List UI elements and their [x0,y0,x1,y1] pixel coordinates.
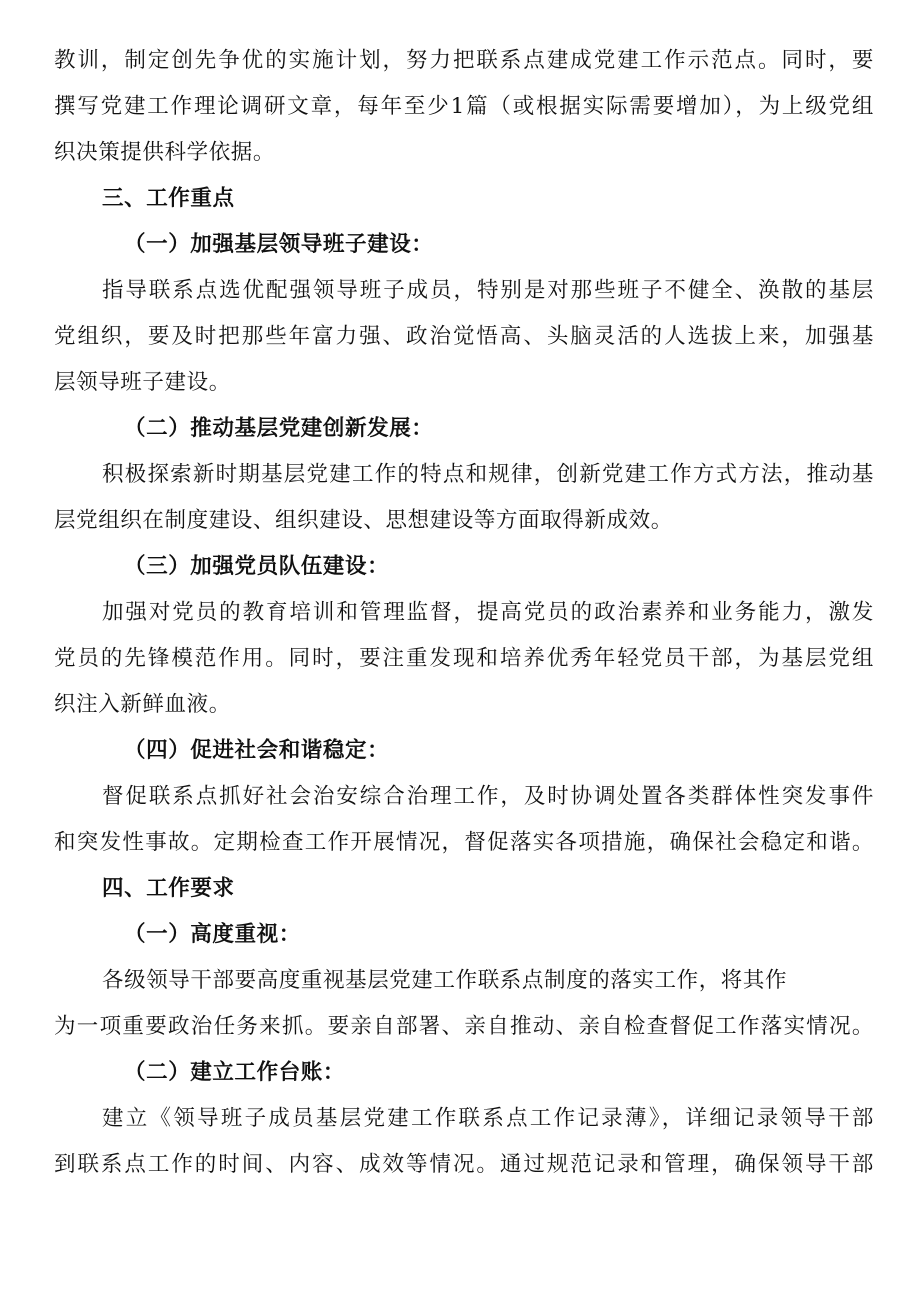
paragraph-line: 党组织，要及时把那些年富力强、政治觉悟高、头脑灵活的人选拔上来，加强基 [54,324,874,349]
paragraph-line: 和突发性事故。定期检查工作开展情况，督促落实各项措施，确保社会稳定和谐。 [54,830,874,855]
paragraph-line: 建立《领导班子成员基层党建工作联系点工作记录薄》，详细记录领导干部 [102,1106,874,1131]
paragraph-line: 督促联系点抓好社会治安综合治理工作，及时协调处置各类群体性突发事件 [102,784,874,809]
paragraph-line: 织决策提供科学依据。 [54,140,276,165]
document-page [54,38,874,1188]
subsection-heading: （一）加强基层领导班子建设： [124,232,434,257]
paragraph-line: 撰写党建工作理论调研文章，每年至少1篇（或根据实际需要增加），为上级党组 [54,94,874,119]
subsection-heading: （一）高度重视： [124,922,301,947]
subsection-heading: （四）促进社会和谐稳定： [124,738,390,763]
paragraph-line: 到联系点工作的时间、内容、成效等情况。通过规范记录和管理，确保领导干部 [54,1152,874,1177]
paragraph-line: 教训，制定创先争优的实施计划，努力把联系点建成党建工作示范点。同时，要 [54,48,874,73]
paragraph-line: 加强对党员的教育培训和管理监督，提高党员的政治素养和业务能力，激发 [102,600,874,625]
subsection-heading: （三）加强党员队伍建设： [124,554,390,579]
paragraph-line: 各级领导干部要高度重视基层党建工作联系点制度的落实工作，将其作 [102,968,788,993]
paragraph-line: 织注入新鲜血液。 [54,692,231,717]
paragraph-line: 为一项重要政治任务来抓。要亲自部署、亲自推动、亲自检查督促工作落实情况。 [54,1014,874,1039]
paragraph-line: 党员的先锋模范作用。同时，要注重发现和培养优秀年轻党员干部，为基层党组 [54,646,874,671]
subsection-heading: （二）建立工作台账： [124,1060,346,1085]
document-body [54,38,874,1188]
subsection-heading: （二）推动基层党建创新发展： [124,416,434,441]
paragraph-line: 指导联系点选优配强领导班子成员，特别是对那些班子不健全、涣散的基层 [102,278,874,303]
paragraph-line: 层领导班子建设。 [54,370,231,395]
section-heading: 四、工作要求 [102,876,235,901]
paragraph-line: 层党组织在制度建设、组织建设、思想建设等方面取得新成效。 [54,508,673,533]
paragraph-line: 积极探索新时期基层党建工作的特点和规律，创新党建工作方式方法，推动基 [102,462,874,487]
section-heading: 三、工作重点 [102,186,235,211]
